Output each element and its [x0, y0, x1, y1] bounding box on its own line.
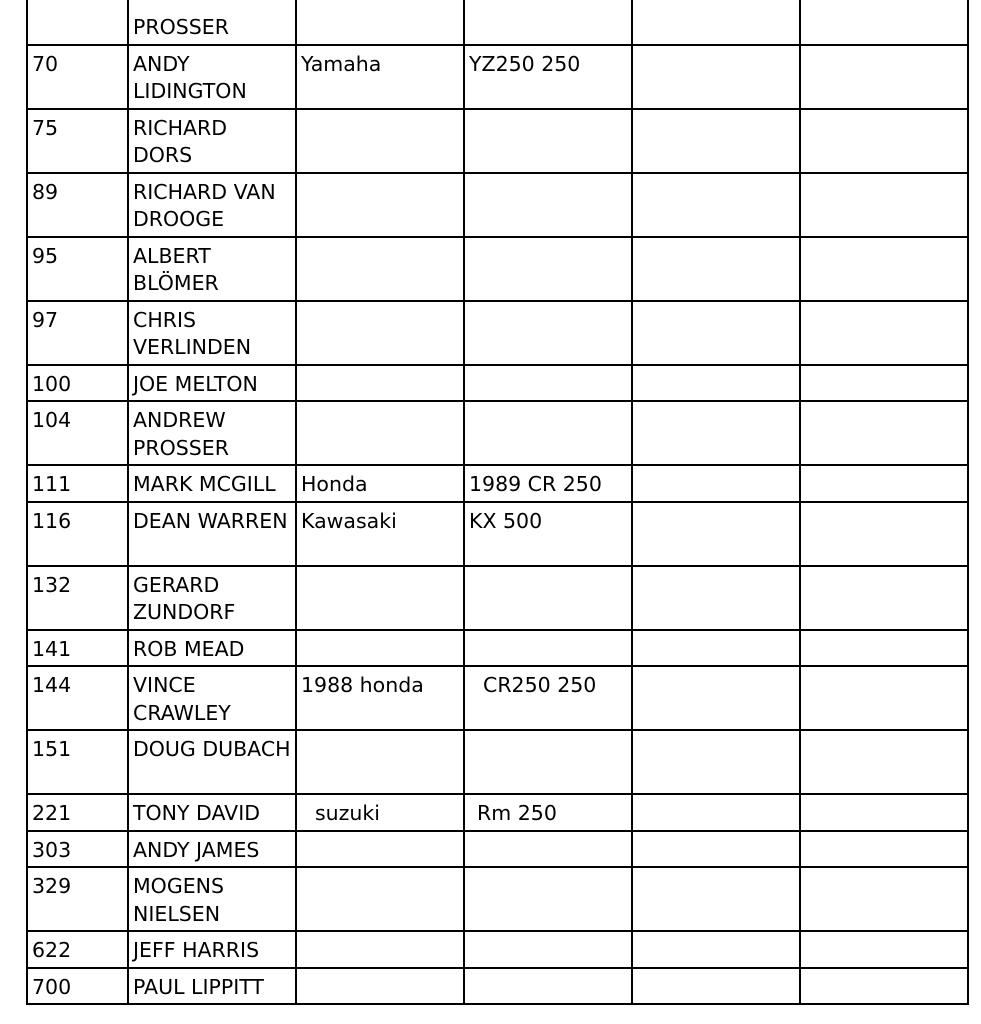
rider-name-cell: ALBERT BLÖMER — [128, 237, 296, 301]
empty-cell — [632, 968, 800, 1005]
rider-number-cell: 95 — [27, 237, 128, 301]
empty-cell — [632, 301, 800, 365]
bike-make-cell — [296, 968, 464, 1005]
bike-model-cell — [464, 173, 632, 237]
table-row — [27, 666, 968, 730]
rider-number-cell: 89 — [27, 173, 128, 237]
rider-name-cell: GERARD ZUNDORF — [128, 566, 296, 630]
table-row — [27, 831, 968, 868]
empty-cell — [800, 730, 968, 794]
bike-model-cell — [464, 365, 632, 402]
empty-cell — [632, 867, 800, 931]
rider-number-cell: 104 — [27, 401, 128, 465]
bike-make-cell: Honda — [296, 465, 464, 502]
bike-make-cell — [296, 566, 464, 630]
rider-number-cell: 622 — [27, 931, 128, 968]
bike-model-cell: 1989 CR 250 — [464, 465, 632, 502]
table-row — [27, 931, 968, 968]
rider-name-cell: DEAN WARREN — [128, 502, 296, 566]
rider-number-cell: 303 — [27, 831, 128, 868]
empty-cell — [800, 237, 968, 301]
table-row — [27, 365, 968, 402]
bike-make-cell: Yamaha — [296, 45, 464, 109]
empty-cell — [800, 666, 968, 730]
rider-name-cell: JOE MELTON — [128, 365, 296, 402]
table-row — [27, 730, 968, 794]
entry-list-table — [26, 0, 969, 1005]
table-row — [27, 968, 968, 1005]
bike-make-cell — [296, 301, 464, 365]
table-row — [27, 173, 968, 237]
empty-cell — [632, 831, 800, 868]
empty-cell — [800, 931, 968, 968]
bike-model-cell — [464, 237, 632, 301]
empty-cell — [632, 401, 800, 465]
rider-number-cell: 70 — [27, 45, 128, 109]
rider-name-cell: JEFF HARRIS — [128, 931, 296, 968]
rider-number-cell: 700 — [27, 968, 128, 1005]
rider-name-cell: ANDREW PROSSER — [128, 401, 296, 465]
rider-number-cell: 144 — [27, 666, 128, 730]
empty-cell — [800, 968, 968, 1005]
empty-cell — [800, 173, 968, 237]
bike-make-cell — [296, 365, 464, 402]
bike-model-cell — [464, 630, 632, 667]
bike-model-cell — [464, 931, 632, 968]
bike-make-cell — [296, 0, 464, 45]
bike-make-cell — [296, 173, 464, 237]
table-row — [27, 465, 968, 502]
table-row — [27, 237, 968, 301]
rider-number-cell: 151 — [27, 730, 128, 794]
bike-model-cell — [464, 401, 632, 465]
rider-name-cell: PROSSER — [128, 0, 296, 45]
table-row — [27, 109, 968, 173]
rider-number-cell: 329 — [27, 867, 128, 931]
bike-make-cell: 1988 honda — [296, 666, 464, 730]
empty-cell — [632, 465, 800, 502]
empty-cell — [800, 867, 968, 931]
rider-name-cell: RICHARD DORS — [128, 109, 296, 173]
rider-number-cell: 132 — [27, 566, 128, 630]
rider-number-cell: 97 — [27, 301, 128, 365]
rider-name-cell: VINCE CRAWLEY — [128, 666, 296, 730]
rider-number-cell: 116 — [27, 502, 128, 566]
empty-cell — [632, 931, 800, 968]
bike-make-cell — [296, 237, 464, 301]
bike-model-cell — [464, 730, 632, 794]
bike-model-cell: KX 500 — [464, 502, 632, 566]
empty-cell — [800, 794, 968, 831]
bike-make-cell — [296, 401, 464, 465]
rider-number-cell: 221 — [27, 794, 128, 831]
empty-cell — [632, 365, 800, 402]
empty-cell — [800, 365, 968, 402]
bike-model-cell — [464, 831, 632, 868]
bike-make-cell — [296, 109, 464, 173]
bike-make-cell: suzuki — [296, 794, 464, 831]
empty-cell — [632, 502, 800, 566]
rider-name-cell: ANDY JAMES — [128, 831, 296, 868]
rider-number-cell: 141 — [27, 630, 128, 667]
entry-list-sheet — [26, 0, 969, 1005]
empty-cell — [800, 566, 968, 630]
rider-name-cell: CHRIS VERLINDEN — [128, 301, 296, 365]
table-row — [27, 0, 968, 45]
empty-cell — [800, 630, 968, 667]
empty-cell — [632, 730, 800, 794]
bike-model-cell: YZ250 250 — [464, 45, 632, 109]
rider-name-cell: DOUG DUBACH — [128, 730, 296, 794]
empty-cell — [632, 630, 800, 667]
rider-number-cell: 111 — [27, 465, 128, 502]
table-row — [27, 502, 968, 566]
empty-cell — [632, 566, 800, 630]
empty-cell — [800, 109, 968, 173]
bike-make-cell — [296, 831, 464, 868]
rider-name-cell: MOGENS NIELSEN — [128, 867, 296, 931]
rider-name-cell: ANDY LIDINGTON — [128, 45, 296, 109]
rider-number-cell: 75 — [27, 109, 128, 173]
table-row — [27, 630, 968, 667]
bike-model-cell — [464, 0, 632, 45]
bike-make-cell — [296, 630, 464, 667]
bike-model-cell — [464, 566, 632, 630]
bike-make-cell — [296, 730, 464, 794]
bike-model-cell: CR250 250 — [464, 666, 632, 730]
empty-cell — [800, 465, 968, 502]
table-row — [27, 401, 968, 465]
rider-number-cell — [27, 0, 128, 45]
empty-cell — [800, 401, 968, 465]
rider-name-cell: MARK MCGILL — [128, 465, 296, 502]
bike-model-cell — [464, 109, 632, 173]
bike-model-cell — [464, 301, 632, 365]
empty-cell — [632, 45, 800, 109]
table-row — [27, 566, 968, 630]
table-row — [27, 301, 968, 365]
bike-model-cell: Rm 250 — [464, 794, 632, 831]
empty-cell — [632, 109, 800, 173]
bike-make-cell — [296, 867, 464, 931]
table-row — [27, 45, 968, 109]
empty-cell — [800, 831, 968, 868]
rider-number-cell: 100 — [27, 365, 128, 402]
bike-make-cell: Kawasaki — [296, 502, 464, 566]
empty-cell — [800, 301, 968, 365]
bike-model-cell — [464, 968, 632, 1005]
bike-model-cell — [464, 867, 632, 931]
empty-cell — [632, 237, 800, 301]
empty-cell — [632, 666, 800, 730]
bike-make-cell — [296, 931, 464, 968]
empty-cell — [632, 173, 800, 237]
empty-cell — [800, 0, 968, 45]
empty-cell — [632, 794, 800, 831]
table-row — [27, 794, 968, 831]
rider-name-cell: RICHARD VAN DROOGE — [128, 173, 296, 237]
empty-cell — [800, 45, 968, 109]
rider-name-cell: ROB MEAD — [128, 630, 296, 667]
empty-cell — [632, 0, 800, 45]
table-row — [27, 867, 968, 931]
empty-cell — [800, 502, 968, 566]
rider-name-cell: PAUL LIPPITT — [128, 968, 296, 1005]
rider-name-cell: TONY DAVID — [128, 794, 296, 831]
